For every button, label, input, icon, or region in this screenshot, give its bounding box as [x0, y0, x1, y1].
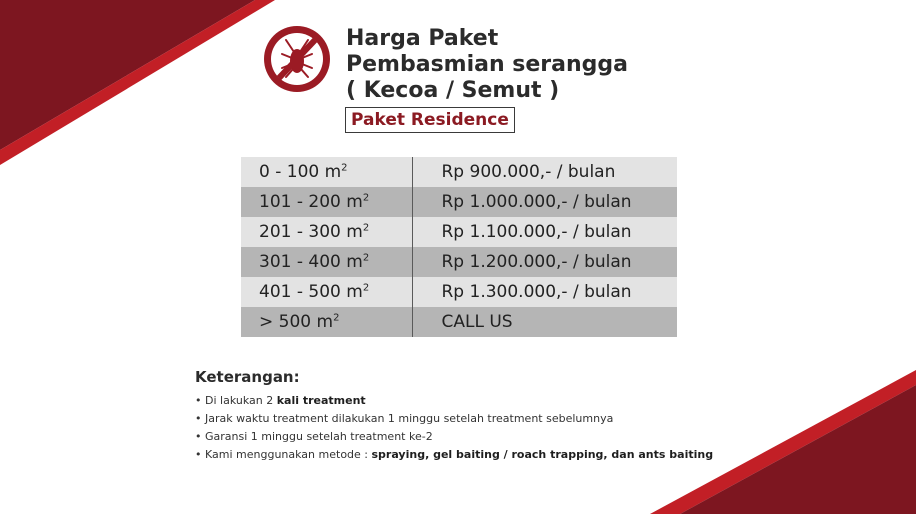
page-title [346, 26, 628, 104]
title-line-2: Pembasmian serangga [346, 52, 629, 77]
note-bold: spraying, gel baiting / roach trapping, dan ants baiting [371, 448, 714, 461]
area-text: 0 - 100 m [259, 162, 342, 182]
area-text: 301 - 400 m [259, 252, 363, 272]
table-row [241, 277, 677, 307]
list-item: • Kami menggunakan metode : spraying, gel baiting / roach trapping, dan ants baiting [195, 448, 714, 461]
price-cell: CALL US [412, 307, 677, 337]
price-cell: Rp 1.100.000,- / bulan [412, 217, 677, 247]
note-bold: kali treatment [276, 394, 366, 407]
area-cell [241, 217, 412, 247]
table-row [241, 307, 677, 337]
area-cell [241, 307, 412, 337]
area-sup: 2 [362, 192, 370, 204]
notes-list [195, 392, 713, 464]
table-row [241, 187, 677, 217]
table-row [241, 217, 677, 247]
package-badge: Paket Residence [345, 107, 515, 133]
list-item: • Di lakukan 2 kali treatment [195, 394, 366, 407]
area-sup: 2 [362, 222, 370, 234]
area-sup: 2 [362, 252, 370, 264]
notes-title: Keterangan: [195, 368, 300, 386]
title-line-1: Harga Paket [346, 26, 499, 51]
area-sup: 2 [333, 312, 340, 324]
price-cell: Rp 1.000.000,- / bulan [412, 187, 677, 217]
area-text: 201 - 300 m [259, 222, 363, 242]
notes-section [195, 368, 713, 464]
area-sup: 2 [341, 162, 348, 174]
area-sup: 2 [362, 282, 370, 294]
price-table [241, 157, 677, 337]
note-text: Di lakukan 2 [205, 394, 277, 407]
area-text: 401 - 500 m [259, 282, 363, 302]
area-text: 101 - 200 m [259, 192, 363, 212]
list-item: • Jarak waktu treatment dilakukan 1 minggu setelah treatment sebelumnya [195, 412, 614, 425]
note-text: Jarak waktu treatment dilakukan 1 minggu setelah treatment sebelumnya [205, 412, 614, 425]
area-cell [241, 157, 412, 187]
table-row [241, 157, 677, 187]
area-cell [241, 247, 412, 277]
area-text: > 500 m [259, 312, 334, 332]
note-text: Kami menggunakan metode : [205, 448, 372, 461]
list-item: • Garansi 1 minggu setelah treatment ke-2 [195, 430, 433, 443]
area-cell [241, 277, 412, 307]
price-cell: Rp 1.300.000,- / bulan [412, 277, 677, 307]
note-text: Garansi 1 minggu setelah treatment ke-2 [205, 430, 433, 443]
table-row [241, 247, 677, 277]
no-insects-icon [262, 24, 332, 94]
area-cell [241, 187, 412, 217]
price-cell: Rp 1.200.000,- / bulan [412, 247, 677, 277]
title-line-3: ( Kecoa / Semut ) [346, 78, 560, 103]
price-cell: Rp 900.000,- / bulan [412, 157, 677, 187]
